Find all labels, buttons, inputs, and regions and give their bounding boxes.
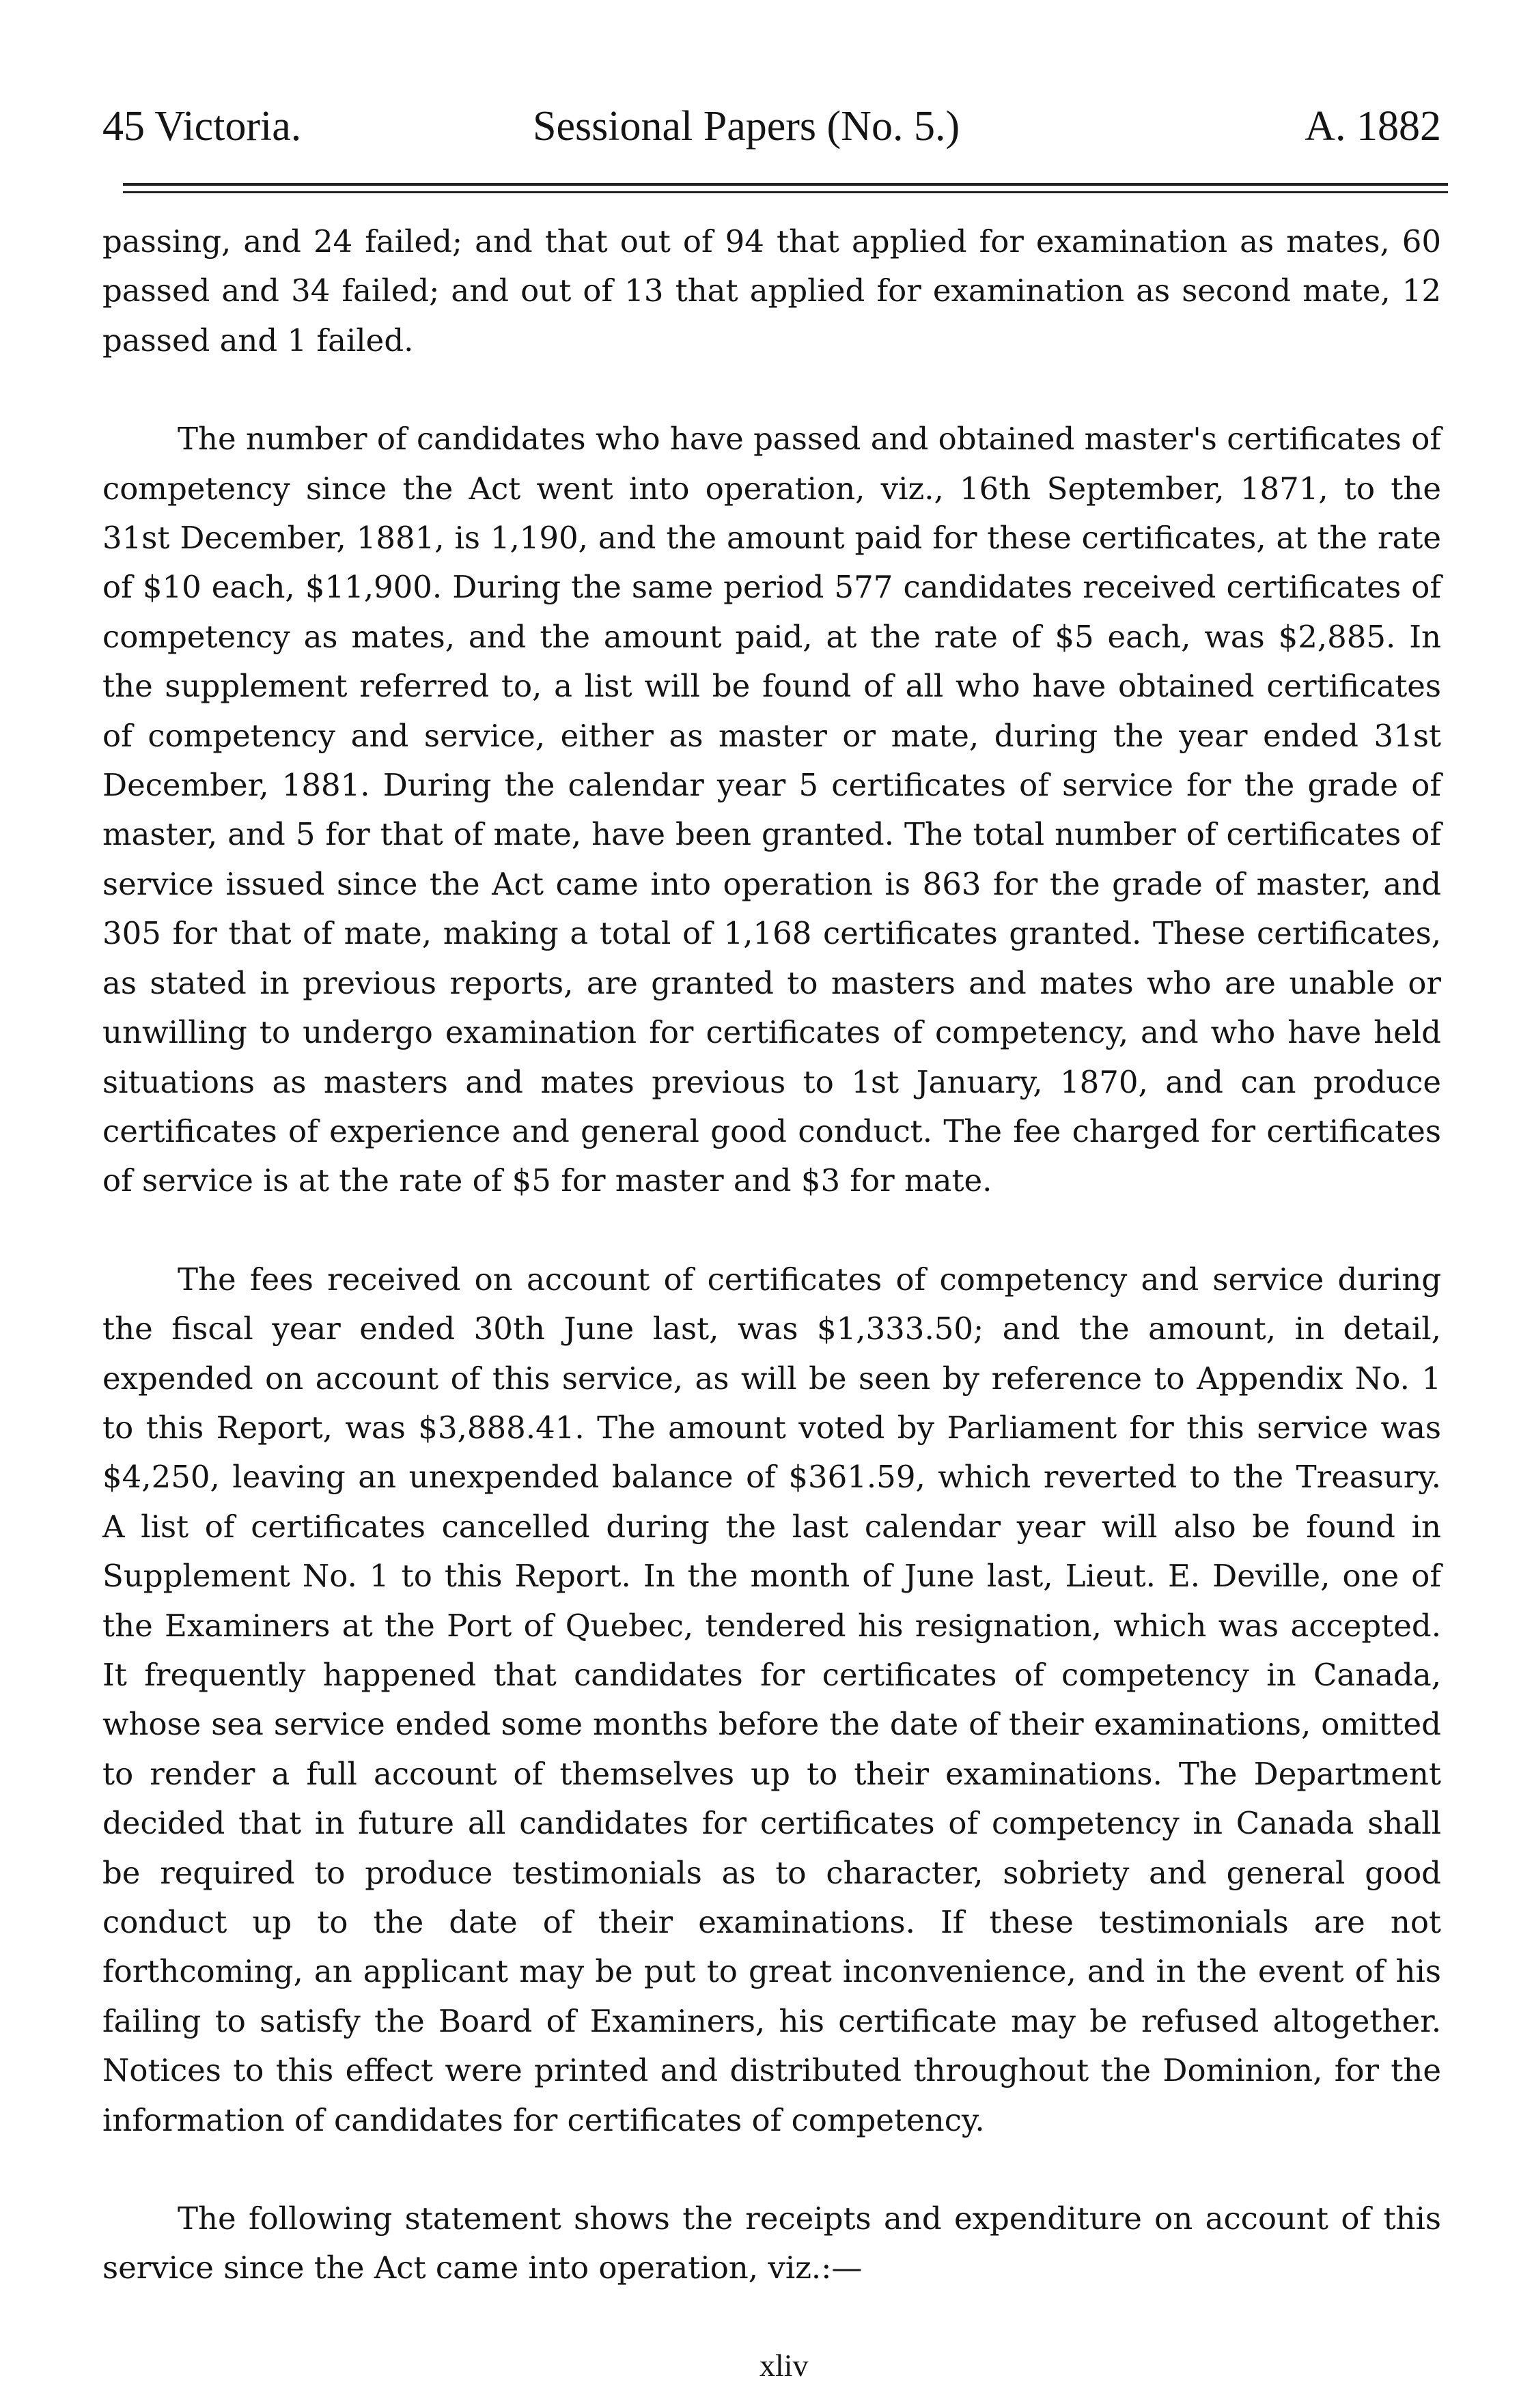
paragraph-continuation: passing, and 24 failed; and that out of 94 that applied for examination as mates, 60 passed and 34 failed; and out of 13 that applied for examination as second mate, 12 passed and 1 failed. [102, 223, 1441, 359]
paragraph-master-certificates: The number of candidates who have passed and obtained master's certificates of competency since the Act went into operation, viz., 16th September, 1871, to the 31st December, 1881, is 1,190, and the amount paid for these certificates, at the rate of $10 each, $11,900. During the same period 577 candidates received certificates of competency as mates, and the amount paid, at the rate of $5 each, was $2,885. In the supplement referred to, a list will be found of all who have obtained certificates of competency and service, either as master or mate, during the year ended 31st December, 1881. During the calendar year 5 certificates of service for the grade of master, and 5 for that of mate, have been granted. The total number of certificates of service issued since the Act came into operation is 863 for the grade of master, and 305 for that of mate, making a total of 1,168 certificates granted. These certificates, as stated in previous reports, are granted to masters and mates who are unable or unwilling to undergo examination for certificates of competency, and who have held situations as masters and mates previous to 1st January, 1870, and can produce certificates of experience and general good conduct. The fee charged for certificates of service is at the rate of $5 for master and $3 for mate. [102, 421, 1441, 1199]
page-number: xliv [760, 2348, 809, 2383]
header-rule-top [123, 183, 1448, 186]
page-header [102, 96, 1441, 157]
paragraph-statement-intro: The following statement shows the receipts and expenditure on account of this service since the Act came into operation, viz.:— [102, 2200, 1441, 2286]
header-year: A. 1882 [1305, 103, 1441, 150]
header-session: 45 Victoria. [102, 103, 302, 150]
report-body [102, 217, 1441, 2293]
paragraph-fees-received: The fees received on account of certificates of competency and service during the fiscal year ended 30th June last, was $1,333.50; and the amount, in detail, expended on account of this service, as will be seen by reference to Appendix No. 1 to this Report, was $3,888.41. The amount voted by Parliament for this service was $4,250, leaving an unexpended balance of $361.59, which reverted to the Treasury. A list of certificates cancelled during the last calendar year will also be found in Supplement No. 1 to this Report. In the month of June last, Lieut. E. Deville, one of the Examiners at the Port of Quebec, tendered his resignation, which was accepted. It frequently happened that candidates for certificates of competency in Canada, whose sea service ended some months before the date of their examinations, omitted to render a full account of themselves up to their examinations. The Department decided that in future all candidates for certificates of competency in Canada shall be required to produce testimonials as to character, sobriety and general good conduct up to the date of their examinations. If these testimonials are not forthcoming, an applicant may be put to great inconvenience, and in the event of his failing to satisfy the Board of Examiners, his certificate may be refused altogether. Notices to this effect were printed and distributed throughout the Dominion, for the information of candidates for certificates of competency. [102, 1261, 1441, 2138]
header-rule-bottom [123, 191, 1448, 193]
header-title: Sessional Papers (No. 5.) [533, 103, 960, 150]
